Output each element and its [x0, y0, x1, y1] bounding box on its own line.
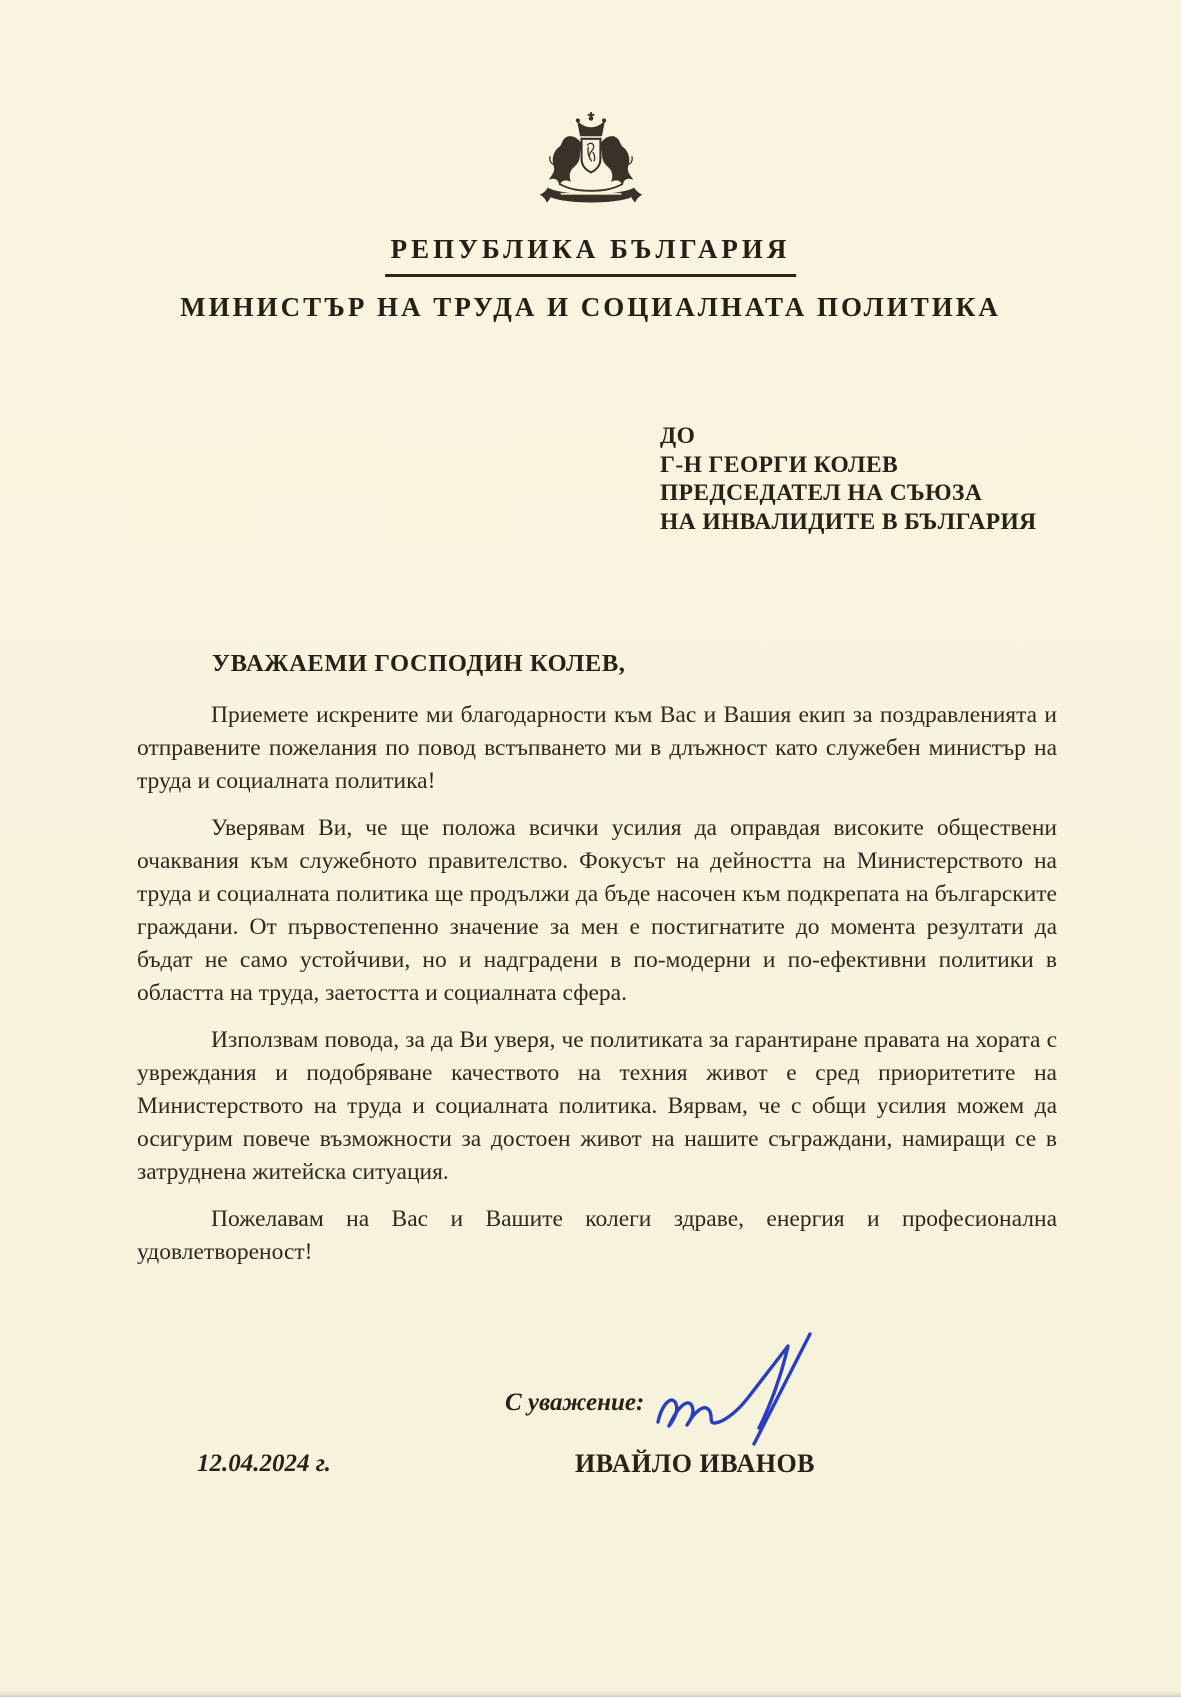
recipient-line-role: ПРЕДСЕДАТЕЛ НА СЪЮЗА — [660, 480, 983, 506]
recipient-line-name: Г-Н ГЕОРГИ КОЛЕВ — [660, 451, 899, 478]
recipient-line-to: ДО — [660, 423, 696, 449]
letter-date: 12.04.2024 г. — [197, 1450, 331, 1477]
handwritten-signature-icon — [648, 1326, 826, 1456]
body-paragraph: Уверявам Ви, че ще положа всички усилия да оправдая високите обществени очаквания към служебното правителство. Фокусът на дейността на Министерството на труда и социалната политика ще продължи да бъде насочен към подкрепата на българските граждани. От първостепенно значение за мен е постигнатите до момента резултати да бъдат не само устойчиви, но и надградени в по-модерни и по-ефективни политики в областта на труда, заетостта и социалната сфера. — [137, 815, 1057, 1006]
letter-body — [137, 699, 1057, 1283]
scan-bottom-edge — [0, 1691, 1181, 1697]
salutation: УВАЖАЕМИ ГОСПОДИН КОЛЕВ, — [212, 650, 626, 677]
ministry-title: МИНИСТЪР НА ТРУДА И СОЦИАЛНАТА ПОЛИТИКА — [180, 292, 1001, 322]
signatory-name: ИВАЙЛО ИВАНОВ — [575, 1449, 816, 1478]
valediction-label: С уважение: — [505, 1389, 645, 1416]
republic-title: РЕПУБЛИКА БЪЛГАРИЯ — [385, 234, 797, 277]
body-paragraph: Пожелавам на Вас и Вашите колеги здраве, енергия и професионална удовлетвореност! — [137, 1206, 1057, 1265]
recipient-block — [660, 422, 1037, 536]
recipient-line-org: НА ИНВАЛИДИТЕ В БЪЛГАРИЯ — [660, 508, 1037, 535]
body-paragraph: Използвам повода, за да Ви уверя, че политиката за гарантиране правата на хората с увреждания и подобряване качеството на техния живот е сред приоритетите на Министерството на труда и социалната политика. Вярвам, че с общи усилия можем да осигурим повече възможности за достоен живот на нашите съграждани, намиращи се в затруднена житейска ситуация. — [137, 1027, 1057, 1185]
bulgarian-coat-of-arms-icon — [528, 110, 654, 216]
body-paragraph: Приемете искрените ми благодарности към Вас и Вашия екип за поздравленията и отправените пожелания по повод встъпването ми в длъжност като служебен министър на труда и социалната политика! — [137, 702, 1057, 794]
